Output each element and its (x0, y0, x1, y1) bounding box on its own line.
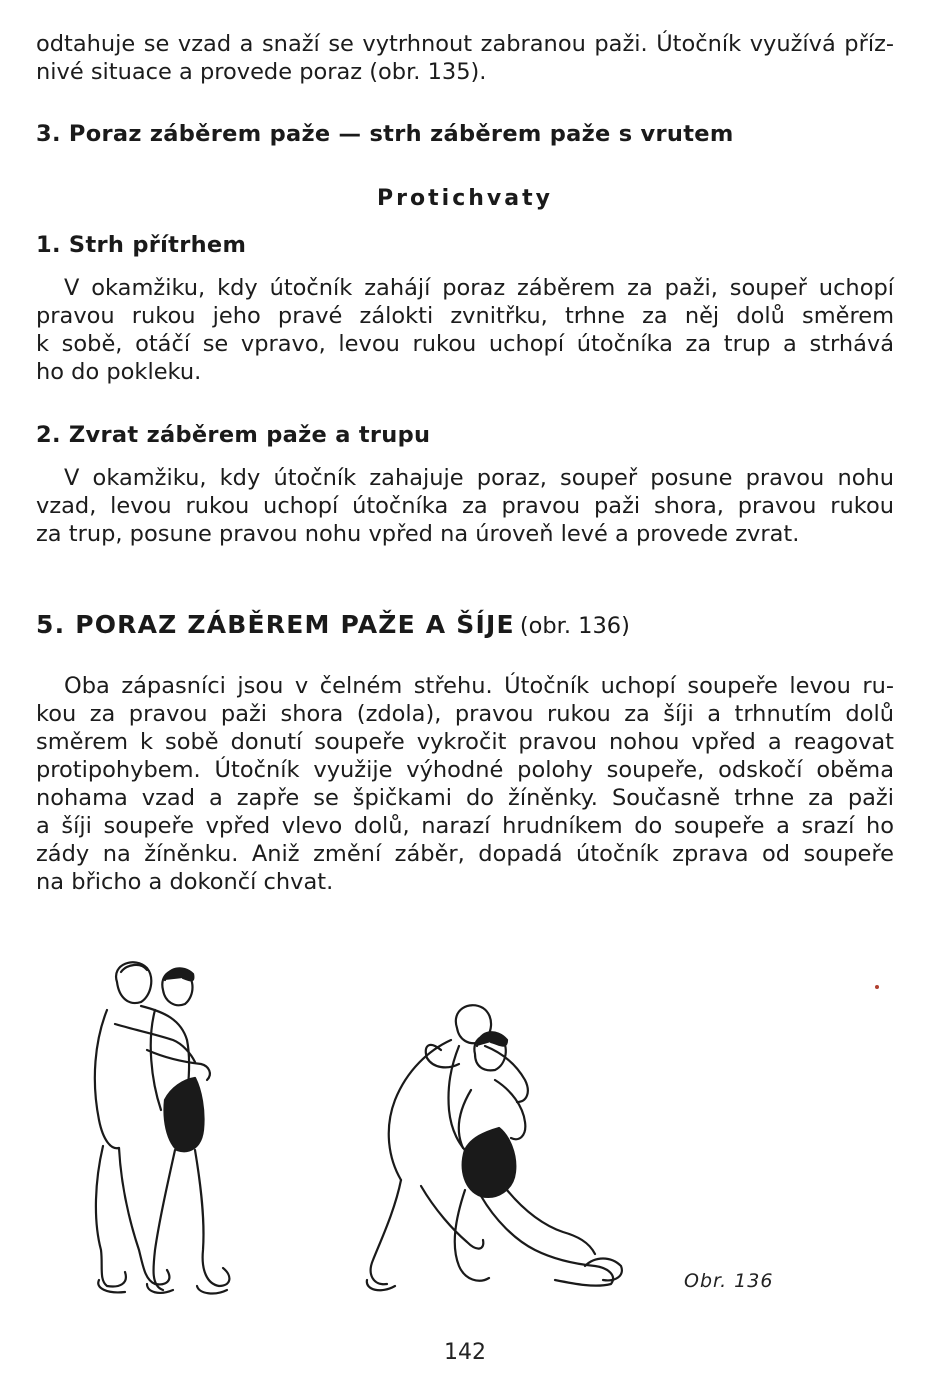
text-line: V okamžiku, kdy útočník zahajuje poraz, soupeř posune pravou nohu (64, 465, 894, 491)
figure-caption: Obr. 136 (684, 1270, 774, 1292)
paragraph-p2 (36, 464, 894, 548)
wrestlers-illustration (55, 950, 655, 1330)
text-line: nohama vzad a zapře se špičkami do žíněnky. Současně trhne za paži (36, 785, 894, 811)
heading-5-title: 5. PORAZ ZÁBĚREM PAŽE A ŠÍJE (36, 610, 515, 639)
top-paragraph (36, 30, 894, 86)
text-line: kou za pravou paži shora (zdola), pravou rukou za šíji a trhnutím dolů (36, 701, 894, 727)
text-line: na břicho a dokončí chvat. (36, 869, 334, 895)
text-line: pravou rukou jeho pravé zálokti zvnitřku, trhne za něj dolů směrem (36, 303, 894, 329)
text-line: zády na žíněnku. Aniž změní záběr, dopadá útočník zprava od soupeře (36, 841, 894, 867)
page-number: 142 (444, 1340, 486, 1365)
text-line: vzad, levou rukou uchopí útočníka za pravou paži shora, pravou rukou (36, 493, 894, 519)
text-line: k sobě, otáčí se vpravo, levou rukou uchopí útočníka za trup a strhává (36, 331, 894, 357)
text-line: směrem k sobě donutí soupeře vykročit pravou nohou vpřed a reagovat (36, 729, 894, 755)
text-line: a šíji soupeře vpřed vlevo dolů, narazí hrudníkem do soupeře a srazí ho (36, 813, 894, 839)
heading-3: 3. Poraz záběrem paže — strh záběrem paže s vrutem (36, 121, 734, 147)
text-line: V okamžiku, kdy útočník zahájí poraz záběrem za paži, soupeř uchopí (64, 275, 894, 301)
text-line: odtahuje se vzad a snaží se vytrhnout zabranou paži. Útočník využívá příz- (36, 31, 894, 57)
paragraph-5 (36, 672, 894, 896)
text-line: za trup, posune pravou nohu vpřed na úroveň levé a provede zvrat. (36, 521, 800, 547)
section-protichvaty: Protichvaty (377, 186, 553, 211)
heading-5-ref: (obr. 136) (519, 613, 630, 639)
text-line: nivé situace a provede poraz (obr. 135). (36, 59, 487, 85)
text-line: Oba zápasníci jsou v čelném střehu. Útočník uchopí soupeře levou ru- (64, 673, 894, 699)
heading-5 (36, 610, 630, 639)
text-line: protipohybem. Útočník využije výhodné polohy soupeře, odskočí oběma (36, 757, 894, 783)
heading-p1: 1. Strh přítrhem (36, 232, 247, 258)
heading-p2: 2. Zvrat záběrem paže a trupu (36, 422, 431, 448)
text-line: ho do pokleku. (36, 359, 202, 385)
page-speck (875, 985, 879, 989)
paragraph-p1 (36, 274, 894, 386)
